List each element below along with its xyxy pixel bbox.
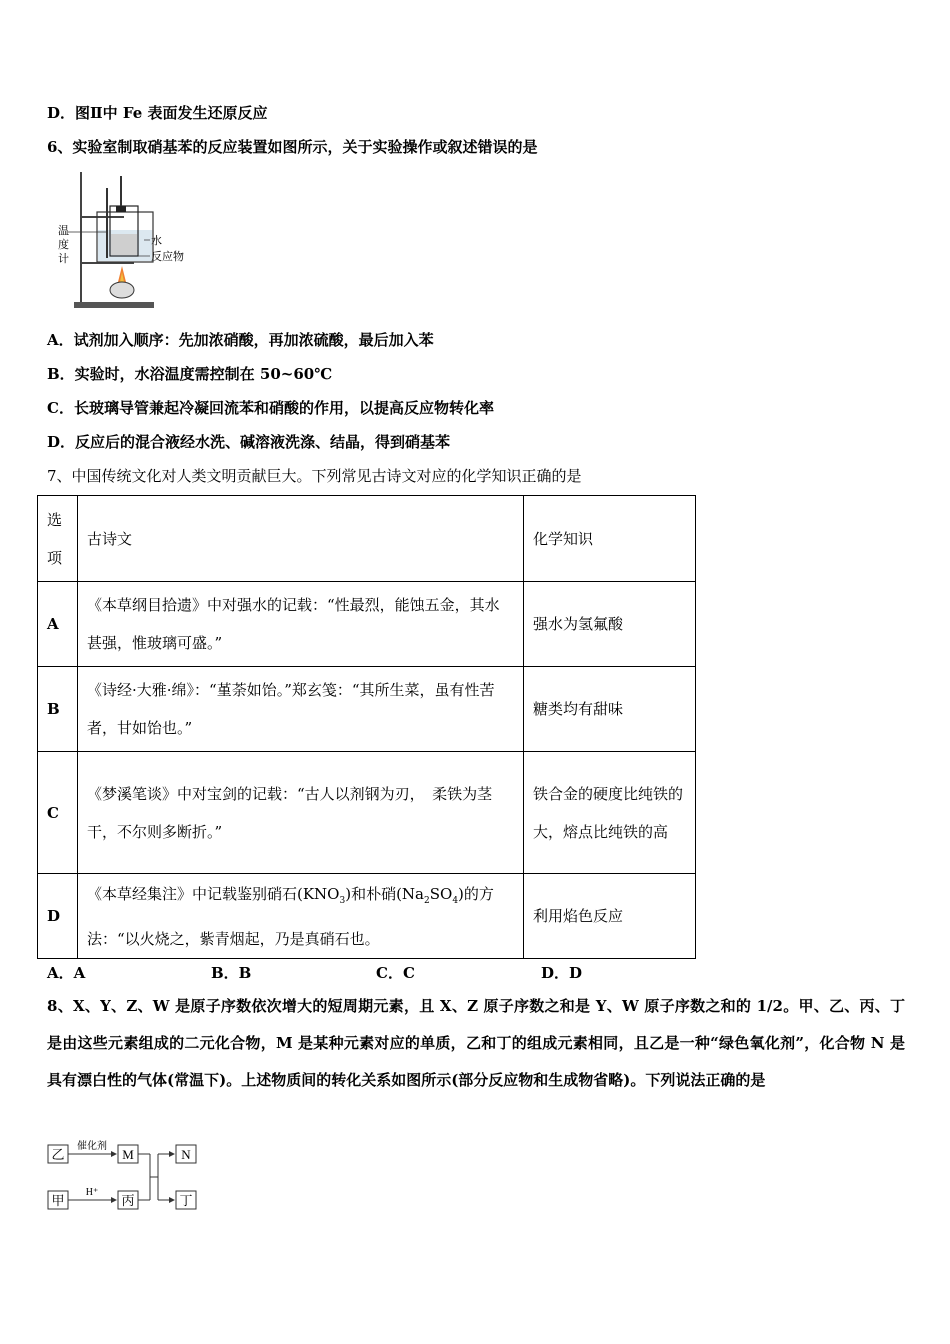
- q7-table: [37, 495, 696, 959]
- q6-option-d: D．反应后的混合液经水洗、碱溶液洗涤、结晶，得到硝基苯: [47, 433, 451, 451]
- node-yi: 乙: [51, 1147, 65, 1162]
- q5-option-d: D．图Ⅱ中 Fe 表面发生还原反应: [47, 104, 268, 122]
- row-knowledge: 铁合金的硬度比纯铁的大，熔点比纯铁的高: [524, 752, 696, 874]
- row-poem: 《梦溪笔谈》中对宝剑的记载：“古人以剂钢为刃， 柔铁为茎干，不尔则多断折。”: [78, 752, 524, 874]
- row-key: B: [38, 667, 78, 752]
- row-poem: 《诗经·大雅·绵》：“堇荼如饴。”郑玄笺：“其所生菜，虽有性苦者，甘如饴也。”: [78, 667, 524, 752]
- answer-option-c: C．C: [376, 964, 415, 982]
- row-knowledge: 利用焰色反应: [524, 874, 696, 959]
- thermometer-label-1: 温: [58, 225, 69, 237]
- q8-stem: 8、X、Y、Z、W 是原子序数依次增大的短周期元素，且 X、Z 原子序数之和是 Y、W 原子序数之和的 1/2。甲、乙、丙、丁是由这些元素组成的二元化合物，M 是某种元素对应的单质，乙和丁的组成元素相同，且乙是一种“绿色氧化剂”，化合物 N 是具有漂白性的气体(常温下)。上述物质间的转化关系如图所示(部分反应物和生成物省略)。下列说法正确的是: [47, 997, 905, 1089]
- q6-option-c: C．长玻璃导管兼起冷凝回流苯和硝酸的作用，以提高反应物转化率: [47, 399, 494, 417]
- label-h-plus: H⁺: [85, 1187, 99, 1198]
- table-header-row: [38, 496, 696, 582]
- node-n: N: [181, 1147, 191, 1162]
- row-key: C: [38, 752, 78, 874]
- thermometer-label-2: 度: [58, 239, 69, 251]
- row-knowledge: 强水为氢氟酸: [524, 582, 696, 667]
- header-option: 选 项: [38, 496, 78, 582]
- answer-option-d: D．D: [541, 964, 583, 982]
- conversion-diagram: [46, 1137, 206, 1215]
- nitrobenzene-apparatus-figure: [54, 170, 204, 312]
- reactant-label: 反应物: [151, 251, 184, 263]
- water-label: 水: [151, 235, 162, 247]
- header-poem: 古诗文: [78, 496, 524, 582]
- q7-stem: 7、中国传统文化对人类文明贡献巨大。下列常见古诗文对应的化学知识正确的是: [47, 467, 582, 485]
- table-row: [38, 752, 696, 874]
- table-row: [38, 874, 696, 959]
- node-bing: 丙: [121, 1193, 135, 1208]
- node-ding: 丁: [179, 1193, 193, 1208]
- q6-stem: 6、实验室制取硝基苯的反应装置如图所示，关于实验操作或叙述错误的是: [47, 138, 538, 156]
- node-jia: 甲: [51, 1193, 65, 1208]
- node-m: M: [122, 1147, 134, 1162]
- q6-option-a: A．试剂加入顺序：先加浓硝酸，再加浓硫酸，最后加入苯: [47, 331, 434, 349]
- row-poem: 《本草经集注》中记载鉴别硝石$(KNO_3)$和朴硝$(Na_2SO_4)$的方法：“以火烧之，紫青烟起，乃是真硝石也。: [78, 874, 524, 959]
- row-key: D: [38, 874, 78, 959]
- row-key: A: [38, 582, 78, 667]
- header-knowledge: 化学知识: [524, 496, 696, 582]
- q6-option-b: B．实验时，水浴温度需控制在 50~60℃: [47, 365, 333, 383]
- answer-option-b: B．B: [211, 964, 252, 982]
- answer-option-a: A．A: [47, 964, 86, 982]
- table-row: [38, 667, 696, 752]
- row-poem: 《本草纲目拾遗》中对强水的记载：“性最烈，能蚀五金，其水甚强，惟玻璃可盛。”: [78, 582, 524, 667]
- row-knowledge: 糖类均有甜味: [524, 667, 696, 752]
- thermometer-label-3: 计: [58, 253, 69, 265]
- label-catalyst: 催化剂: [77, 1141, 107, 1152]
- table-row: [38, 582, 696, 667]
